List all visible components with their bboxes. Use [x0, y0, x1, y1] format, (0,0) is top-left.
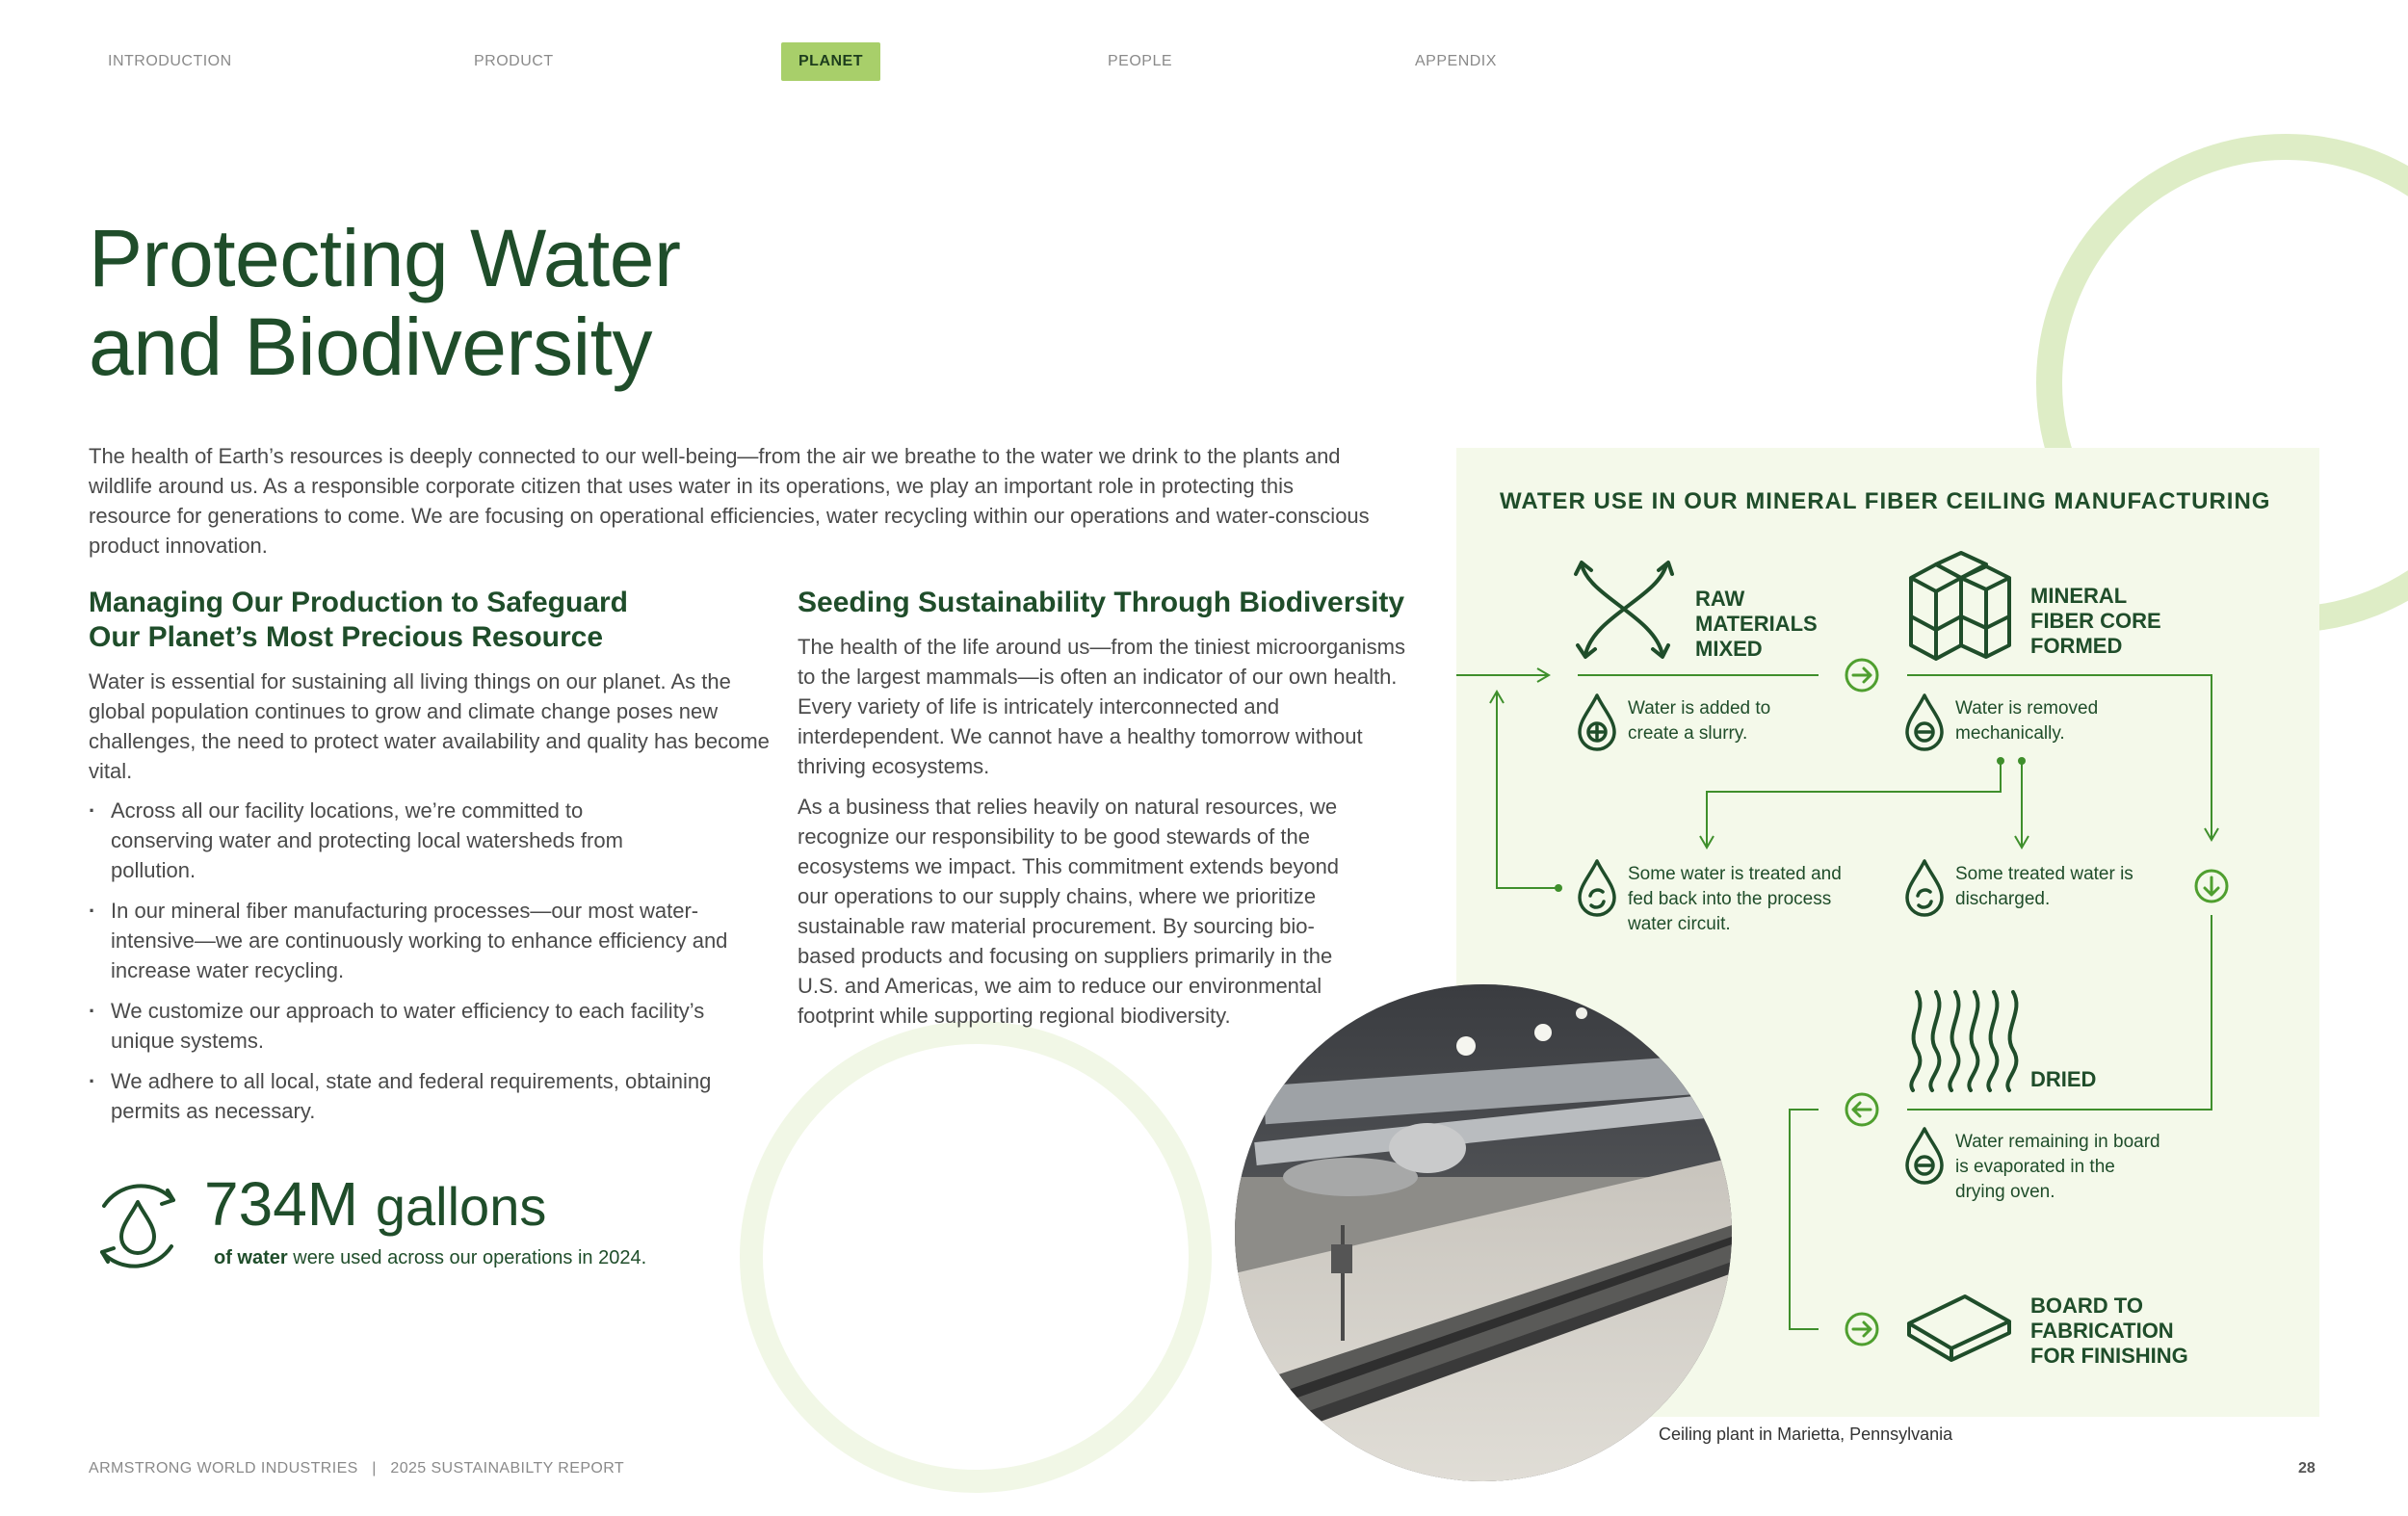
note-water-treated-fed-back: Some water is treated and fed back into the process water circuit.: [1628, 864, 1842, 934]
arrow-left-icon: [1846, 1094, 1877, 1125]
diagram-title: WATER USE IN OUR MINERAL FIBER CEILING MANUFACTURING: [1500, 488, 2271, 514]
arrow-down-icon: [2196, 871, 2227, 902]
step-dried: DRIED: [2030, 1067, 2097, 1091]
step-mineral-fiber-core-formed: MINERAL FIBER CORE FORMED: [2030, 584, 2161, 658]
arrow-right-icon: [1846, 1314, 1877, 1345]
page-number: 28: [2298, 1460, 2316, 1477]
ceiling-plant-photo: [1235, 984, 1732, 1481]
flow-line-to-board: [1790, 1110, 1819, 1329]
flow-line-return-loop: [1497, 693, 1558, 888]
stat-unit: gallons: [375, 1176, 547, 1237]
stat-desc-bold: of water: [214, 1247, 288, 1268]
left-heading-line2: Our Planet’s Most Precious Resource: [89, 621, 604, 653]
mixing-arrows-icon: [1576, 562, 1672, 657]
footer-separator: |: [372, 1460, 377, 1477]
bullet-item: · In our mineral fiber manufacturing processes—our most water-intensive—we are continuously working to enhance efficiency and increase water recycling.: [89, 896, 744, 985]
water-drop-plus-icon: [1580, 695, 1614, 749]
factory-illustration: [1235, 984, 1732, 1481]
right-column-paragraph-2: As a business that relies heavily on natural resources, we recognize our responsibility to be good stewards of the ecosystems we impact. This commitment extends beyond our operations to our supply chains, where we prioritize sustainable raw material procurement. By sourcing bio-based products and focusing on suppliers primarily in the U.S. and Americas, we aim to reduce our environmental footprint while supporting regional biodiversity.: [798, 795, 1340, 1028]
bullet-item: · We customize our approach to water efficiency to each facility’s unique systems.: [89, 996, 744, 1056]
flow-line-branch-treated: [1707, 763, 2001, 846]
nav-appendix[interactable]: APPENDIX: [1415, 53, 1497, 69]
note-water-evaporated: Water remaining in board is evaporated in the drying oven.: [1955, 1132, 2160, 1202]
footer-company: ARMSTRONG WORLD INDUSTRIES: [89, 1460, 358, 1477]
heat-waves-icon: [1911, 992, 2016, 1090]
note-water-removed: Water is removed mechanically.: [1955, 698, 2099, 744]
page-title-line2: and Biodiversity: [89, 301, 652, 392]
note-water-added: Water is added to create a slurry.: [1628, 698, 1771, 744]
arrow-right-icon: [1846, 660, 1877, 691]
board-icon: [1909, 1296, 2009, 1360]
stat-desc-rest: were used across our operations in 2024.: [287, 1247, 647, 1268]
note-water-discharged: Some treated water is discharged.: [1955, 864, 2133, 909]
nav-people[interactable]: PEOPLE: [1108, 53, 1173, 69]
cubes-icon: [1911, 553, 2009, 659]
left-heading-line1: Managing Our Production to Safeguard: [89, 587, 629, 618]
intro-paragraph: The health of Earth’s resources is deeply connected to our well-being—from the air we breathe to the water we drink to the plants and wildlife around us. As a responsible corporate citizen that uses water in its operations, we play an important role in protecting this resource for generations to come. We are focusing on operational efficiencies, water recycling within our operations and water-conscious product innovation.: [89, 444, 1370, 558]
step-raw-materials-mixed: RAW MATERIALS MIXED: [1695, 587, 1818, 661]
nav-product[interactable]: PRODUCT: [474, 53, 554, 69]
stat-number: 734M: [204, 1169, 359, 1239]
water-drop-minus-icon: [1907, 1129, 1942, 1183]
bullet-item: · We adhere to all local, state and federal requirements, obtaining permits as necessary.: [89, 1066, 744, 1126]
nav-introduction[interactable]: INTRODUCTION: [108, 53, 232, 69]
water-drop-minus-icon: [1907, 695, 1942, 749]
photo-caption: Ceiling plant in Marietta, Pennsylvania: [1659, 1425, 1953, 1444]
footer-report: 2025 SUSTAINABILTY REPORT: [390, 1460, 625, 1477]
water-drop-recycle-icon: [1580, 861, 1614, 915]
step-board-to-fabrication: BOARD TO FABRICATION FOR FINISHING: [2030, 1294, 2188, 1368]
bullet-item: · Across all our facility locations, we’re committed to conserving water and protecting local watersheds from pollution.: [89, 796, 667, 885]
water-drop-recycle-icon: [1907, 861, 1942, 915]
nav-planet[interactable]: PLANET: [781, 42, 880, 81]
left-column-paragraph: Water is essential for sustaining all living things on our planet. As the global population continues to grow and climate change poses new challenges, the need to protect water availability and quality has become vital.: [89, 669, 770, 783]
right-column-heading: Seeding Sustainability Through Biodiversity: [798, 587, 1405, 618]
footer: [89, 1460, 624, 1477]
page-title-line1: Protecting Water: [89, 213, 681, 303]
right-column-paragraph-1: The health of the life around us—from the tiniest microorganisms to the largest mammals—is often an indicator of our own health. Every variety of life is intricately interconnected and interdependent. We cannot have a healthy tomorrow without thriving ecosystems.: [798, 635, 1405, 778]
